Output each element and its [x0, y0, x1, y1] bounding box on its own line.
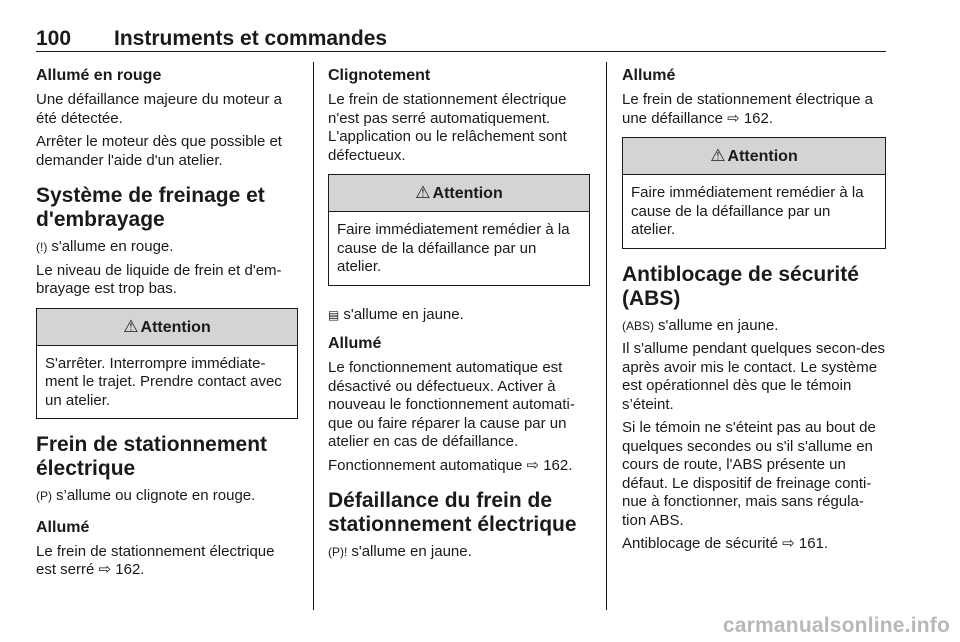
attention-header: ⚠ Attention: [623, 138, 885, 175]
paragraph: Le frein de stationnement électrique est serré ⇨ 162.: [36, 542, 275, 578]
page-reference-icon: ⇨: [526, 456, 540, 474]
header-rule: [36, 51, 886, 52]
attention-box: [328, 174, 590, 286]
heading-blink: Clignotement: [328, 67, 431, 84]
attention-box: [36, 308, 298, 420]
auto-hold-icon: ▤: [328, 307, 340, 322]
paragraph: (ABS) s'allume en jaune.: [622, 316, 779, 334]
paragraph: Antiblocage de sécurité ⇨ 161.: [622, 535, 829, 552]
page-reference[interactable]: 162.: [543, 456, 573, 474]
paragraph: Le frein de stationnement électrique n'est pas serré automatiquement. L'application ou le relâchement sont défectueux.: [328, 91, 567, 164]
column-divider-1: [313, 62, 314, 610]
attention-header: ⚠ Attention: [37, 309, 297, 346]
attention-text: S'arrêter. Interrompre immédiate-ment le trajet. Prendre contact avec un atelier.: [45, 354, 282, 409]
warning-triangle-icon: ⚠: [123, 316, 139, 336]
paragraph: Si le témoin ne s'éteint pas au bout de quelques secondes ou s'il s'allume en cours de route, l'ABS présente un défaut. Le dispositif de freinage conti-nue à fonctionner, mais sans régula-tion ABS.: [622, 419, 876, 529]
attention-text: Faire immédiatement remédier à la cause de la défaillance par un atelier.: [631, 184, 864, 238]
paragraph: ▤ s'allume en jaune.: [328, 305, 464, 323]
attention-text: Faire immédiatement remédier à la cause de la défaillance par un atelier.: [337, 221, 570, 275]
heading-abs: Antiblocage de sécurité (ABS): [622, 262, 859, 310]
page-reference-icon: ⇨: [98, 561, 112, 578]
warning-triangle-icon: ⚠: [415, 183, 431, 202]
parking-brake-fault-icon: (P)!: [328, 545, 348, 559]
paragraph: Il s'allume pendant quelques secon-des après avoir mis le contact. Le système est opérationnel dès que le témoin s’éteint.: [622, 340, 886, 413]
page-title: Instruments et commandes: [114, 27, 388, 50]
column-1: [36, 62, 298, 585]
page-header: [36, 26, 886, 52]
heading-brake-system: Système de freinage et d'embrayage: [36, 184, 265, 231]
paragraph: (!) s'allume en rouge.: [36, 238, 174, 255]
heading-on: Allumé: [622, 67, 676, 84]
warning-triangle-icon: ⚠: [710, 146, 726, 165]
paragraph: Fonctionnement automatique ⇨ 162.: [328, 456, 573, 474]
page-reference[interactable]: 161.: [798, 535, 829, 552]
page-reference[interactable]: 162.: [115, 561, 145, 578]
heading-on: Allumé: [36, 518, 90, 536]
page-reference[interactable]: 162.: [743, 109, 774, 127]
attention-box: [622, 137, 886, 249]
paragraph: Le fonctionnement automatique est désactivé ou défectueux. Activer à nouveau le fonctionnement automati-que ou faire réparer la cause par un atelier en cas de défaillance.: [328, 359, 575, 450]
watermark: carmanualsonline.info: [722, 614, 950, 637]
heading-parking-brake-failure: Défaillance du frein de stationnement électrique: [328, 489, 577, 536]
abs-icon: (ABS): [622, 318, 655, 333]
paragraph: Une défaillance majeure du moteur a été détectée.: [36, 91, 282, 127]
parking-brake-icon: (P): [36, 489, 52, 503]
column-2: [328, 62, 590, 567]
heading-red: Allumé en rouge: [36, 67, 162, 84]
page-reference-icon: ⇨: [782, 535, 795, 552]
paragraph: Le niveau de liquide de frein et d'em-brayage est trop bas.: [36, 261, 282, 297]
column-3: [622, 62, 886, 559]
column-divider-2: [606, 62, 607, 610]
paragraph: Le frein de stationnement électrique a une défaillance ⇨ 162.: [622, 91, 873, 127]
heading-on: Allumé: [328, 335, 382, 352]
paragraph: Arrêter le moteur dès que possible et demander l'aide d'un atelier.: [36, 133, 282, 169]
paragraph: (P) s’allume ou clignote en rouge.: [36, 487, 256, 504]
attention-header: ⚠ Attention: [329, 175, 589, 212]
brake-warning-icon: (!): [36, 240, 48, 254]
page-number: 100: [36, 27, 72, 50]
paragraph: (P)! s'allume en jaune.: [328, 543, 472, 560]
page-reference-icon: ⇨: [727, 109, 740, 127]
heading-parking-brake: Frein de stationnement électrique: [36, 433, 268, 480]
